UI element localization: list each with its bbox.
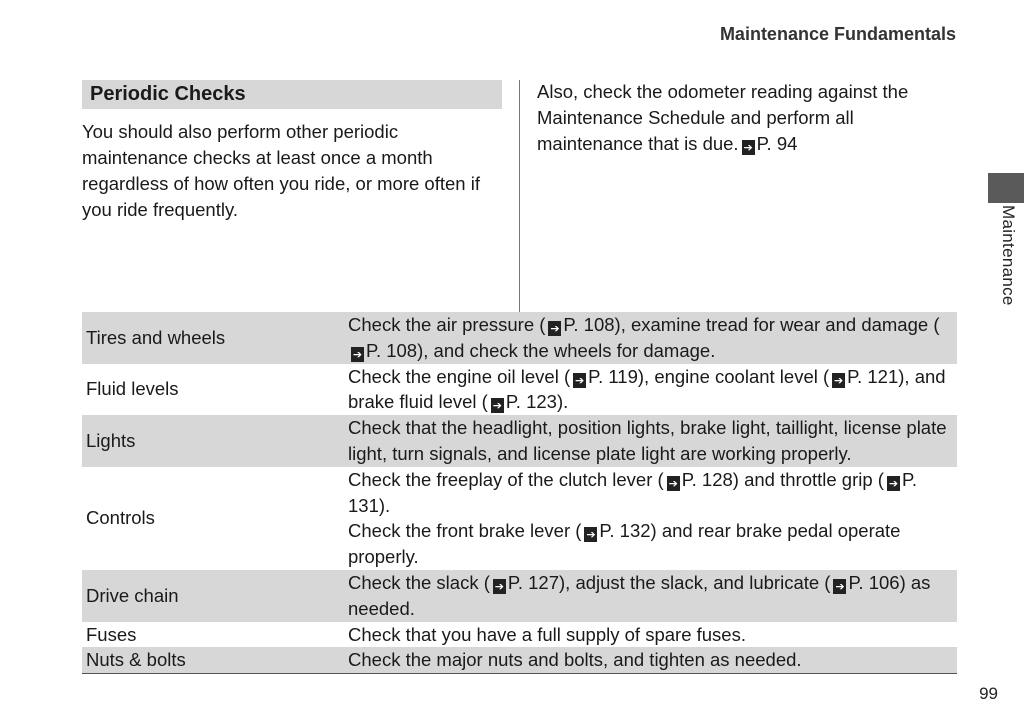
periodic-checks-table [82,312,957,673]
page-ref: P. 119 [588,365,638,387]
page-ref-arrow-icon: ➔ [586,528,596,542]
intro-paragraph: You should also perform other periodic maintenance checks at least once a month regardless of how often you ride, or more often if you ride frequently. [82,121,480,220]
right-column [537,79,957,157]
chapter-tab-label: Maintenance [999,205,1018,306]
table-row [82,647,957,673]
table-bottom-rule [82,673,957,674]
description-text: ), engine coolant level ( [637,365,830,387]
page-number: 99 [979,684,998,703]
left-column [82,80,502,223]
check-description [344,647,957,673]
check-item: Fluid levels [86,378,179,400]
page-ref-arrow-icon: ➔ [668,476,678,490]
description-text: Check that you have a full supply of spare fuses. [348,623,746,645]
check-description [344,570,957,622]
check-item: Fuses [86,623,137,645]
table-row [82,467,957,570]
checks-table-body [82,312,957,673]
page-ref-arrow-icon: ➔ [743,141,753,154]
page-ref-arrow-icon: ➔ [352,347,363,361]
page-ref: P. 94 [756,133,798,154]
page-header-title: Maintenance Fundamentals [719,24,956,44]
check-item: Tires and wheels [82,312,344,364]
table-row [82,415,957,467]
check-description [344,415,957,467]
page-ref: P. 123 [505,391,557,413]
description-text: ), and brake fluid level ( [348,365,946,413]
page-ref-arrow-icon: ➔ [834,373,844,387]
page-ref: P. 108 [366,339,418,361]
page-ref: P. 128 [681,468,733,490]
chapter-tab-marker [988,173,1024,203]
check-description [344,312,957,364]
page-ref: P. 132 [599,520,651,542]
description-text: Check that the headlight, position lights, brake light, taillight, license plate light, turn signals, and license plate light are working properly. [348,417,947,464]
check-item: Nuts & bolts [82,647,344,673]
description-text: ), examine tread for wear and damage ( [614,314,940,335]
page-ref-arrow-icon: ➔ [492,399,502,413]
description-text: Check the front brake lever ( [348,520,582,542]
page-ref: P. 127 [507,571,559,593]
description-text: ) and throttle grip ( [732,468,884,490]
description-text: Check the slack ( [348,571,490,593]
description-text: ). [378,494,391,516]
check-description [344,622,957,648]
check-description [344,364,957,416]
table-row [82,622,957,648]
section-heading: Periodic Checks [82,80,502,109]
page-ref: P. 131 [348,468,918,516]
page-ref-arrow-icon: ➔ [835,579,845,593]
check-item: Lights [82,415,344,467]
table-row [82,364,957,416]
description-text: ). [556,391,569,413]
column-divider [519,80,520,312]
check-item: Controls [86,507,155,529]
page-ref-arrow-icon: ➔ [575,373,585,387]
odometer-note: Also, check the odometer reading against the Maintenance Schedule and perform all maintenance that is due. [537,81,909,154]
page-ref: P. 121 [847,365,899,387]
page-ref: P. 106 [848,571,900,593]
description-text: ) as needed. [348,571,931,619]
description-text: Check the air pressure ( [348,314,546,335]
description-text: ) and rear brake pedal operate properly. [348,520,901,568]
page-ref: P. 108 [563,314,615,335]
description-text: Check the major nuts and bolts, and tighten as needed. [348,649,802,671]
description-text: Check the engine oil level ( [348,365,571,387]
check-item: Drive chain [82,570,344,622]
description-text: ), and check the wheels for damage. [417,339,716,361]
description-text: Check the freeplay of the clutch lever ( [348,468,664,490]
table-row [82,312,957,364]
check-description [344,467,957,570]
description-text: ), adjust the slack, and lubricate ( [559,571,831,593]
page-ref-arrow-icon: ➔ [550,322,560,335]
table-row [82,570,957,622]
page-ref-arrow-icon: ➔ [888,476,899,490]
page-ref-arrow-icon: ➔ [494,579,504,593]
